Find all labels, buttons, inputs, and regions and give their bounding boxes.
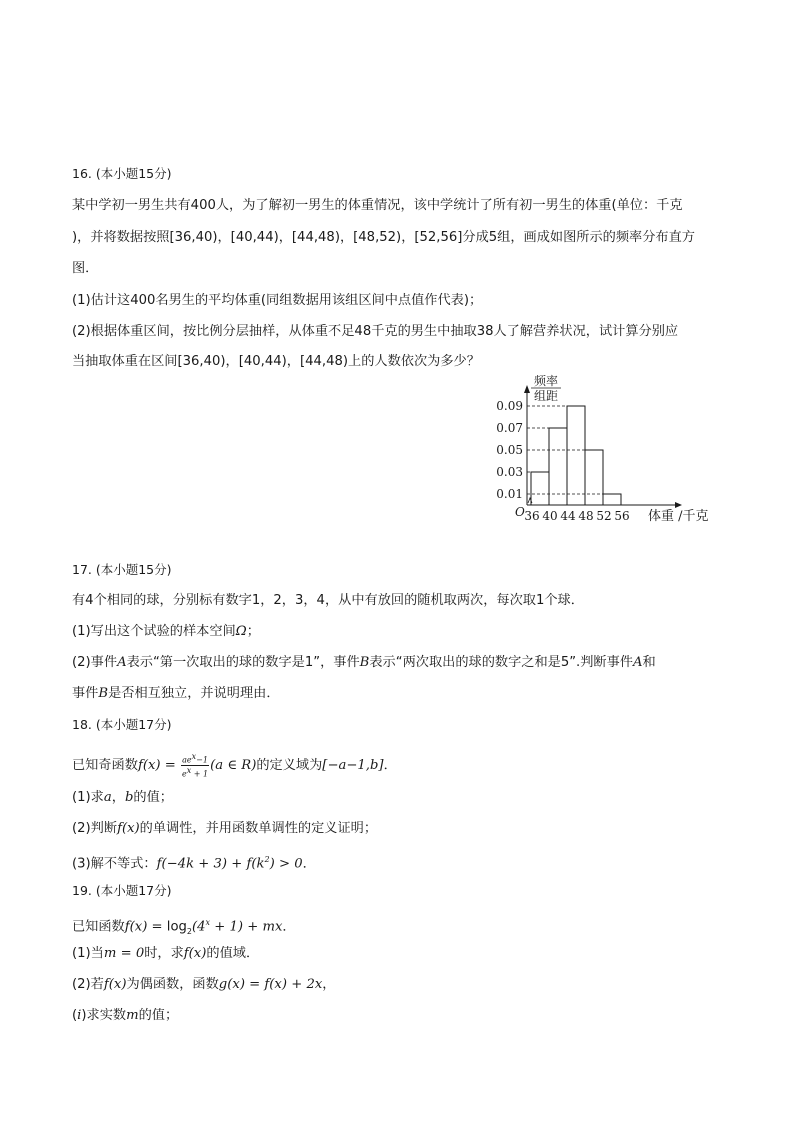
q19-parti-text: )求实数 [81, 1008, 127, 1023]
q19-part1-text: (1)当 [72, 946, 104, 961]
q18-part1 [72, 789, 173, 807]
q19-header: 19. (本小题17分) [72, 883, 172, 898]
y-axis-arrow [524, 385, 530, 393]
q18-stmt-mid: 的定义域为 [256, 758, 323, 774]
q19-part1-fx: f(x) [183, 946, 207, 961]
q18-part2 [72, 820, 377, 838]
q19-log: log [166, 919, 187, 935]
q18-part3-text: (3)解不等式： [72, 856, 157, 872]
q18-part1-text: (1)求 [72, 790, 104, 805]
q18-fraction-numerator [181, 752, 209, 766]
q19-fx: f(x) = [124, 919, 167, 935]
q18-part1-sep: ， [111, 790, 125, 805]
x-tick-label: 48 [578, 509, 594, 523]
y-tick-label: 0.05 [496, 443, 523, 457]
q19-part1 [72, 945, 259, 963]
q18-num-exp: x [191, 752, 197, 761]
q17-part1-text: (1)写出这个试验的样本空间 [72, 624, 236, 639]
q19-arg-exp: x [205, 918, 211, 927]
q19-part1-end: 的值域． [206, 946, 260, 961]
q19-stmt-end: ． [282, 919, 296, 935]
q16-part2-line1: (2)根据体重区间，按比例分层抽样，从体重不足48千克的男生中抽取38人了解营养状况，试计算分别应 [72, 324, 679, 339]
origin-label: O [515, 505, 525, 519]
x-tick-label: 40 [542, 509, 558, 523]
q17-part2-line2 [72, 685, 280, 703]
q18-part1-end: 的值； [133, 790, 173, 805]
histogram-bar-52 [603, 494, 621, 505]
q18-part3-exp: 2 [264, 855, 270, 864]
q17-part2-line1 [72, 654, 656, 672]
q19-parti-open: ( [72, 1008, 78, 1023]
q19-arg2: + 1) + mx [210, 919, 283, 935]
q17-part1 [72, 623, 260, 641]
q19-part2-mid: 为偶函数，函数 [126, 977, 219, 992]
q19-log-base: 2 [186, 927, 192, 937]
q18-condition: (a ∈ R) [210, 758, 257, 774]
y-tick-label: 0.09 [496, 399, 523, 413]
event-a-symbol: A [117, 655, 127, 670]
q19-parti-end: 的值； [138, 1008, 179, 1023]
event-b-symbol: B [359, 655, 370, 670]
var-b: b [124, 790, 134, 805]
histogram-bar-44 [567, 406, 585, 505]
q18-part3-expr1: f(−4k + 3) + f(k [156, 856, 265, 872]
q16-part2-line2: 当抽取体重在区间[36,40)，[40,44)，[44,48)上的人数依次为多少？ [72, 354, 480, 369]
q18-num-tail: −1 [196, 755, 208, 765]
q18-den-exp: x [186, 765, 192, 775]
q16-header: 16. (本小题15分) [72, 166, 172, 181]
y-label-denominator: 组距 [533, 389, 559, 403]
x-tick-label: 44 [560, 509, 576, 523]
q16-part1: (1)估计这400名男生的平均体重(同组数据用该组区间中点值作代表)； [72, 293, 483, 308]
q18-fraction-denominator [181, 766, 209, 779]
x-axis-title: 体重 /千克 [648, 509, 709, 524]
q17-part2-seg6: 是否相互独立，并说明理由． [108, 686, 280, 701]
q19-stmt-text: 已知函数 [72, 919, 125, 935]
q18-statement [72, 752, 397, 778]
q17-part2-seg1: (2)事件 [72, 655, 118, 670]
q17-part2-seg3: 表示“两次取出的球的数字之和是5”.判断事件 [369, 655, 633, 670]
q18-part2-end: 的单调性，并用函数单调性的定义证明； [139, 821, 378, 836]
q18-header: 18. (本小题17分) [72, 717, 172, 732]
q18-domain: [−a−1,b] [322, 758, 384, 774]
y-tick-label: 0.01 [496, 487, 523, 501]
y-tick-label: 0.03 [496, 465, 523, 479]
q16-text-line2: )，并将数据按照[36,40)，[40,44)，[44,48)，[48,52)，[52,56]分成5组，画成如图所示的频率分布直方 [72, 230, 695, 245]
q18-den-tail: + 1 [191, 769, 209, 779]
q17-part2-seg4: 和 [642, 655, 656, 670]
q16-text-line1: 某中学初一男生共有400人，为了解初一男生的体重情况，该中学统计了所有初一男生的体重(单位：千克 [72, 198, 683, 213]
y-label-numerator: 频率 [533, 374, 559, 388]
q19-statement [72, 914, 296, 941]
q18-part3-expr2: ) > 0 [269, 856, 303, 872]
q19-arg1: (4 [192, 919, 206, 935]
q19-part2-fx: f(x) [103, 977, 127, 992]
q19-part2-end: ， [322, 977, 336, 992]
q17-part2-seg2: 表示“第一次取出的球的数字是1”，事件 [126, 655, 360, 670]
var-a: a [103, 790, 112, 805]
q18-part2-text: (2)判断 [72, 821, 118, 836]
chart-bars [531, 406, 621, 505]
histogram-bar-36 [531, 472, 549, 505]
sample-space-symbol: Ω [235, 624, 247, 639]
q18-part3-end: ． [302, 856, 316, 872]
x-axis-arrow [675, 502, 682, 508]
q19-part1-mid: 时，求 [144, 946, 184, 961]
q16-text-line3: 图． [72, 261, 99, 276]
q18-den-base: e [181, 769, 187, 779]
x-tick-label: 56 [614, 509, 630, 523]
q19-part2-text: (2)若 [72, 977, 104, 992]
frequency-histogram [490, 374, 730, 532]
histogram-bar-40 [549, 428, 567, 505]
q19-part2 [72, 976, 335, 994]
q18-fx: f(x) = [137, 758, 180, 774]
q17-part2-seg5: 事件 [72, 686, 99, 701]
q18-num-base: ae [182, 755, 192, 765]
q19-parti-numeral: i [77, 1008, 82, 1023]
chart-labels [496, 374, 708, 524]
q19-part2-gx: g(x) = f(x) + 2x [218, 977, 323, 992]
q18-part2-fx: f(x) [117, 821, 140, 836]
event-a-symbol-2: A [632, 655, 643, 670]
x-tick-label: 52 [596, 509, 612, 523]
q18-fraction [181, 752, 209, 778]
q18-stmt-text: 已知奇函数 [72, 758, 138, 774]
q18-part3 [72, 851, 316, 873]
var-m: m [126, 1008, 139, 1023]
q17-header: 17. (本小题15分) [72, 562, 172, 577]
q18-stmt-end: ． [383, 758, 397, 774]
histogram-bar-48 [585, 450, 603, 505]
q19-part-i [72, 1007, 178, 1025]
x-tick-label: 36 [524, 509, 540, 523]
q17-part1-end: ； [246, 624, 260, 639]
q19-part1-cond: m = 0 [103, 946, 145, 961]
y-tick-label: 0.07 [496, 421, 523, 435]
q17-text-line1: 有4个相同的球，分别标有数字1，2，3，4，从中有放回的随机取两次，每次取1个球． [72, 593, 584, 608]
event-b-symbol-2: B [98, 686, 109, 701]
